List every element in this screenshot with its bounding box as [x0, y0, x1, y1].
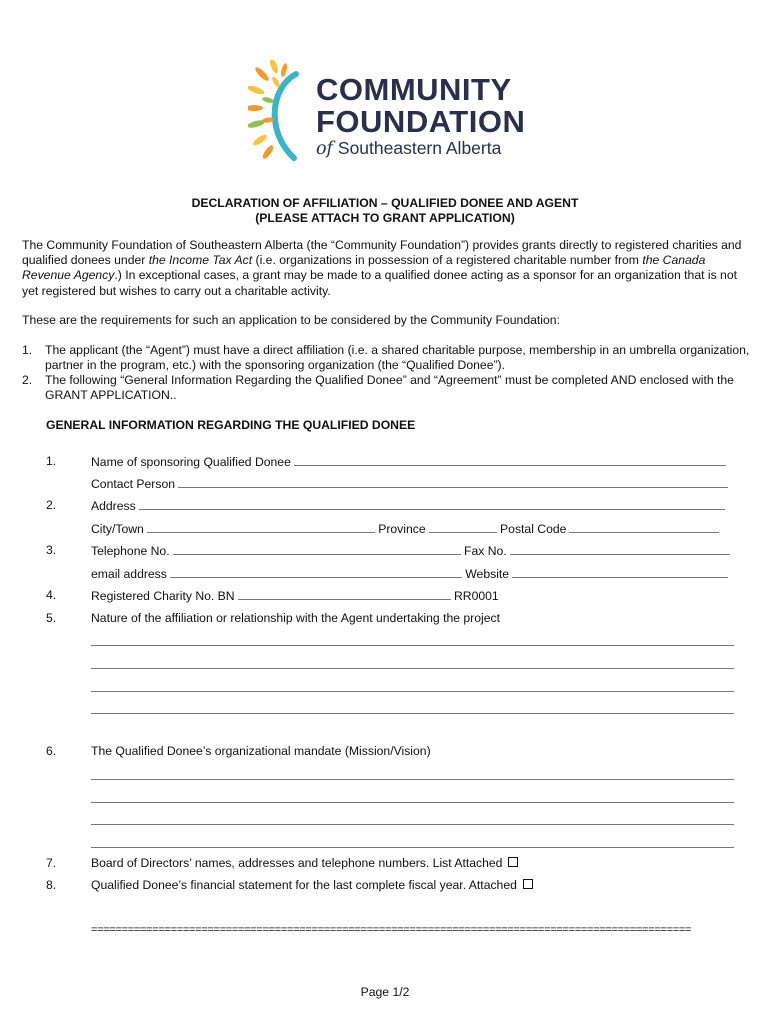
financial-statement-checkbox[interactable]	[523, 879, 533, 889]
contact-person-field[interactable]	[178, 476, 728, 488]
nature-answer-line[interactable]	[91, 712, 734, 714]
item-number: 2.	[46, 498, 57, 512]
requirement-text: The applicant (the “Agent”) must have a direct affiliation (i.e. a shared charitable purpose, membership in an umbrella organization, partner in the program, etc.) with the sponsoring organization (the “Qualified Donee”).	[45, 343, 750, 372]
mandate-answer-line[interactable]	[91, 846, 734, 848]
board-list-checkbox[interactable]	[508, 857, 518, 867]
mandate-answer-line[interactable]	[91, 801, 734, 803]
postal-code-field[interactable]	[569, 521, 719, 533]
telephone-field[interactable]	[173, 543, 461, 555]
nature-label: Nature of the affiliation or relationship with the Agent undertaking the project	[91, 611, 500, 625]
charity-number-field[interactable]	[238, 588, 451, 600]
sunflower-icon	[248, 60, 310, 170]
city-row: City/Town Province Postal Code	[91, 521, 719, 536]
requirement-number: 2.	[22, 373, 33, 387]
separator-line: ==================================================================================================	[91, 924, 692, 936]
requirements-intro: These are the requirements for such an application to be considered by the Community Foundation:	[22, 313, 560, 327]
address-field[interactable]	[139, 498, 725, 510]
province-field[interactable]	[429, 521, 497, 533]
logo-line-region: of Southeastern Alberta	[316, 138, 502, 159]
logo-line-community: COMMUNITY	[316, 72, 512, 107]
mandate-label: The Qualified Donee’s organizational mandate (Mission/Vision)	[91, 744, 431, 758]
item-number: 1.	[46, 454, 57, 468]
financial-row: Qualified Donee’s financial statement for the last complete fiscal year. Attached	[91, 878, 533, 892]
section-header: GENERAL INFORMATION REGARDING THE QUALIFIED DONEE	[46, 418, 416, 432]
intro-paragraph: The Community Foundation of Southeastern Alberta (the “Community Foundation”) provides grants directly to registered charities and qualified donees under the Income Tax Act (i.e. organizations in possession of a registered charitable number from the Canada Revenue Agency.) In exceptional cases, a grant may be made to a qualified donee acting as a sponsor for an organization that is not yet registered but wishes to carry out a charitable activity.	[22, 238, 742, 298]
item-number: 5.	[46, 611, 57, 625]
website-field[interactable]	[512, 566, 728, 578]
item-number: 4.	[46, 588, 57, 602]
requirement-text: The following “General Information Regarding the Qualified Donee” and “Agreement” must be completed AND enclosed with the GRANT APPLICATION..	[45, 373, 734, 402]
mandate-answer-line[interactable]	[91, 778, 734, 780]
email-row: email address Website	[91, 566, 728, 581]
item-number: 7.	[46, 856, 57, 870]
fax-field[interactable]	[510, 543, 730, 555]
page-number: Page 1/2	[360, 985, 410, 999]
logo-line-foundation: FOUNDATION	[316, 104, 526, 139]
nature-answer-line[interactable]	[91, 644, 734, 646]
requirement-number: 1.	[22, 343, 33, 357]
contact-person-row: Contact Person	[91, 476, 728, 491]
charity-number-row: Registered Charity No. BN RR0001	[91, 589, 499, 603]
document-title: DECLARATION OF AFFILIATION – QUALIFIED DONEE AND AGENT	[191, 196, 579, 210]
city-field[interactable]	[147, 521, 375, 533]
nature-answer-line[interactable]	[91, 667, 734, 669]
sponsor-name-field[interactable]	[294, 454, 726, 466]
nature-answer-line[interactable]	[91, 690, 734, 692]
mandate-answer-line[interactable]	[91, 823, 734, 825]
email-field[interactable]	[170, 566, 462, 578]
item-number: 6.	[46, 744, 57, 758]
foundation-logo	[248, 60, 538, 170]
item-number: 3.	[46, 543, 57, 557]
sponsor-name-row: Name of sponsoring Qualified Donee	[91, 454, 726, 469]
address-row: Address	[91, 498, 725, 513]
item-number: 8.	[46, 878, 57, 892]
phone-row: Telephone No. Fax No.	[91, 543, 730, 558]
board-row: Board of Directors’ names, addresses and telephone numbers. List Attached	[91, 856, 518, 870]
document-subtitle: (PLEASE ATTACH TO GRANT APPLICATION)	[255, 211, 515, 225]
